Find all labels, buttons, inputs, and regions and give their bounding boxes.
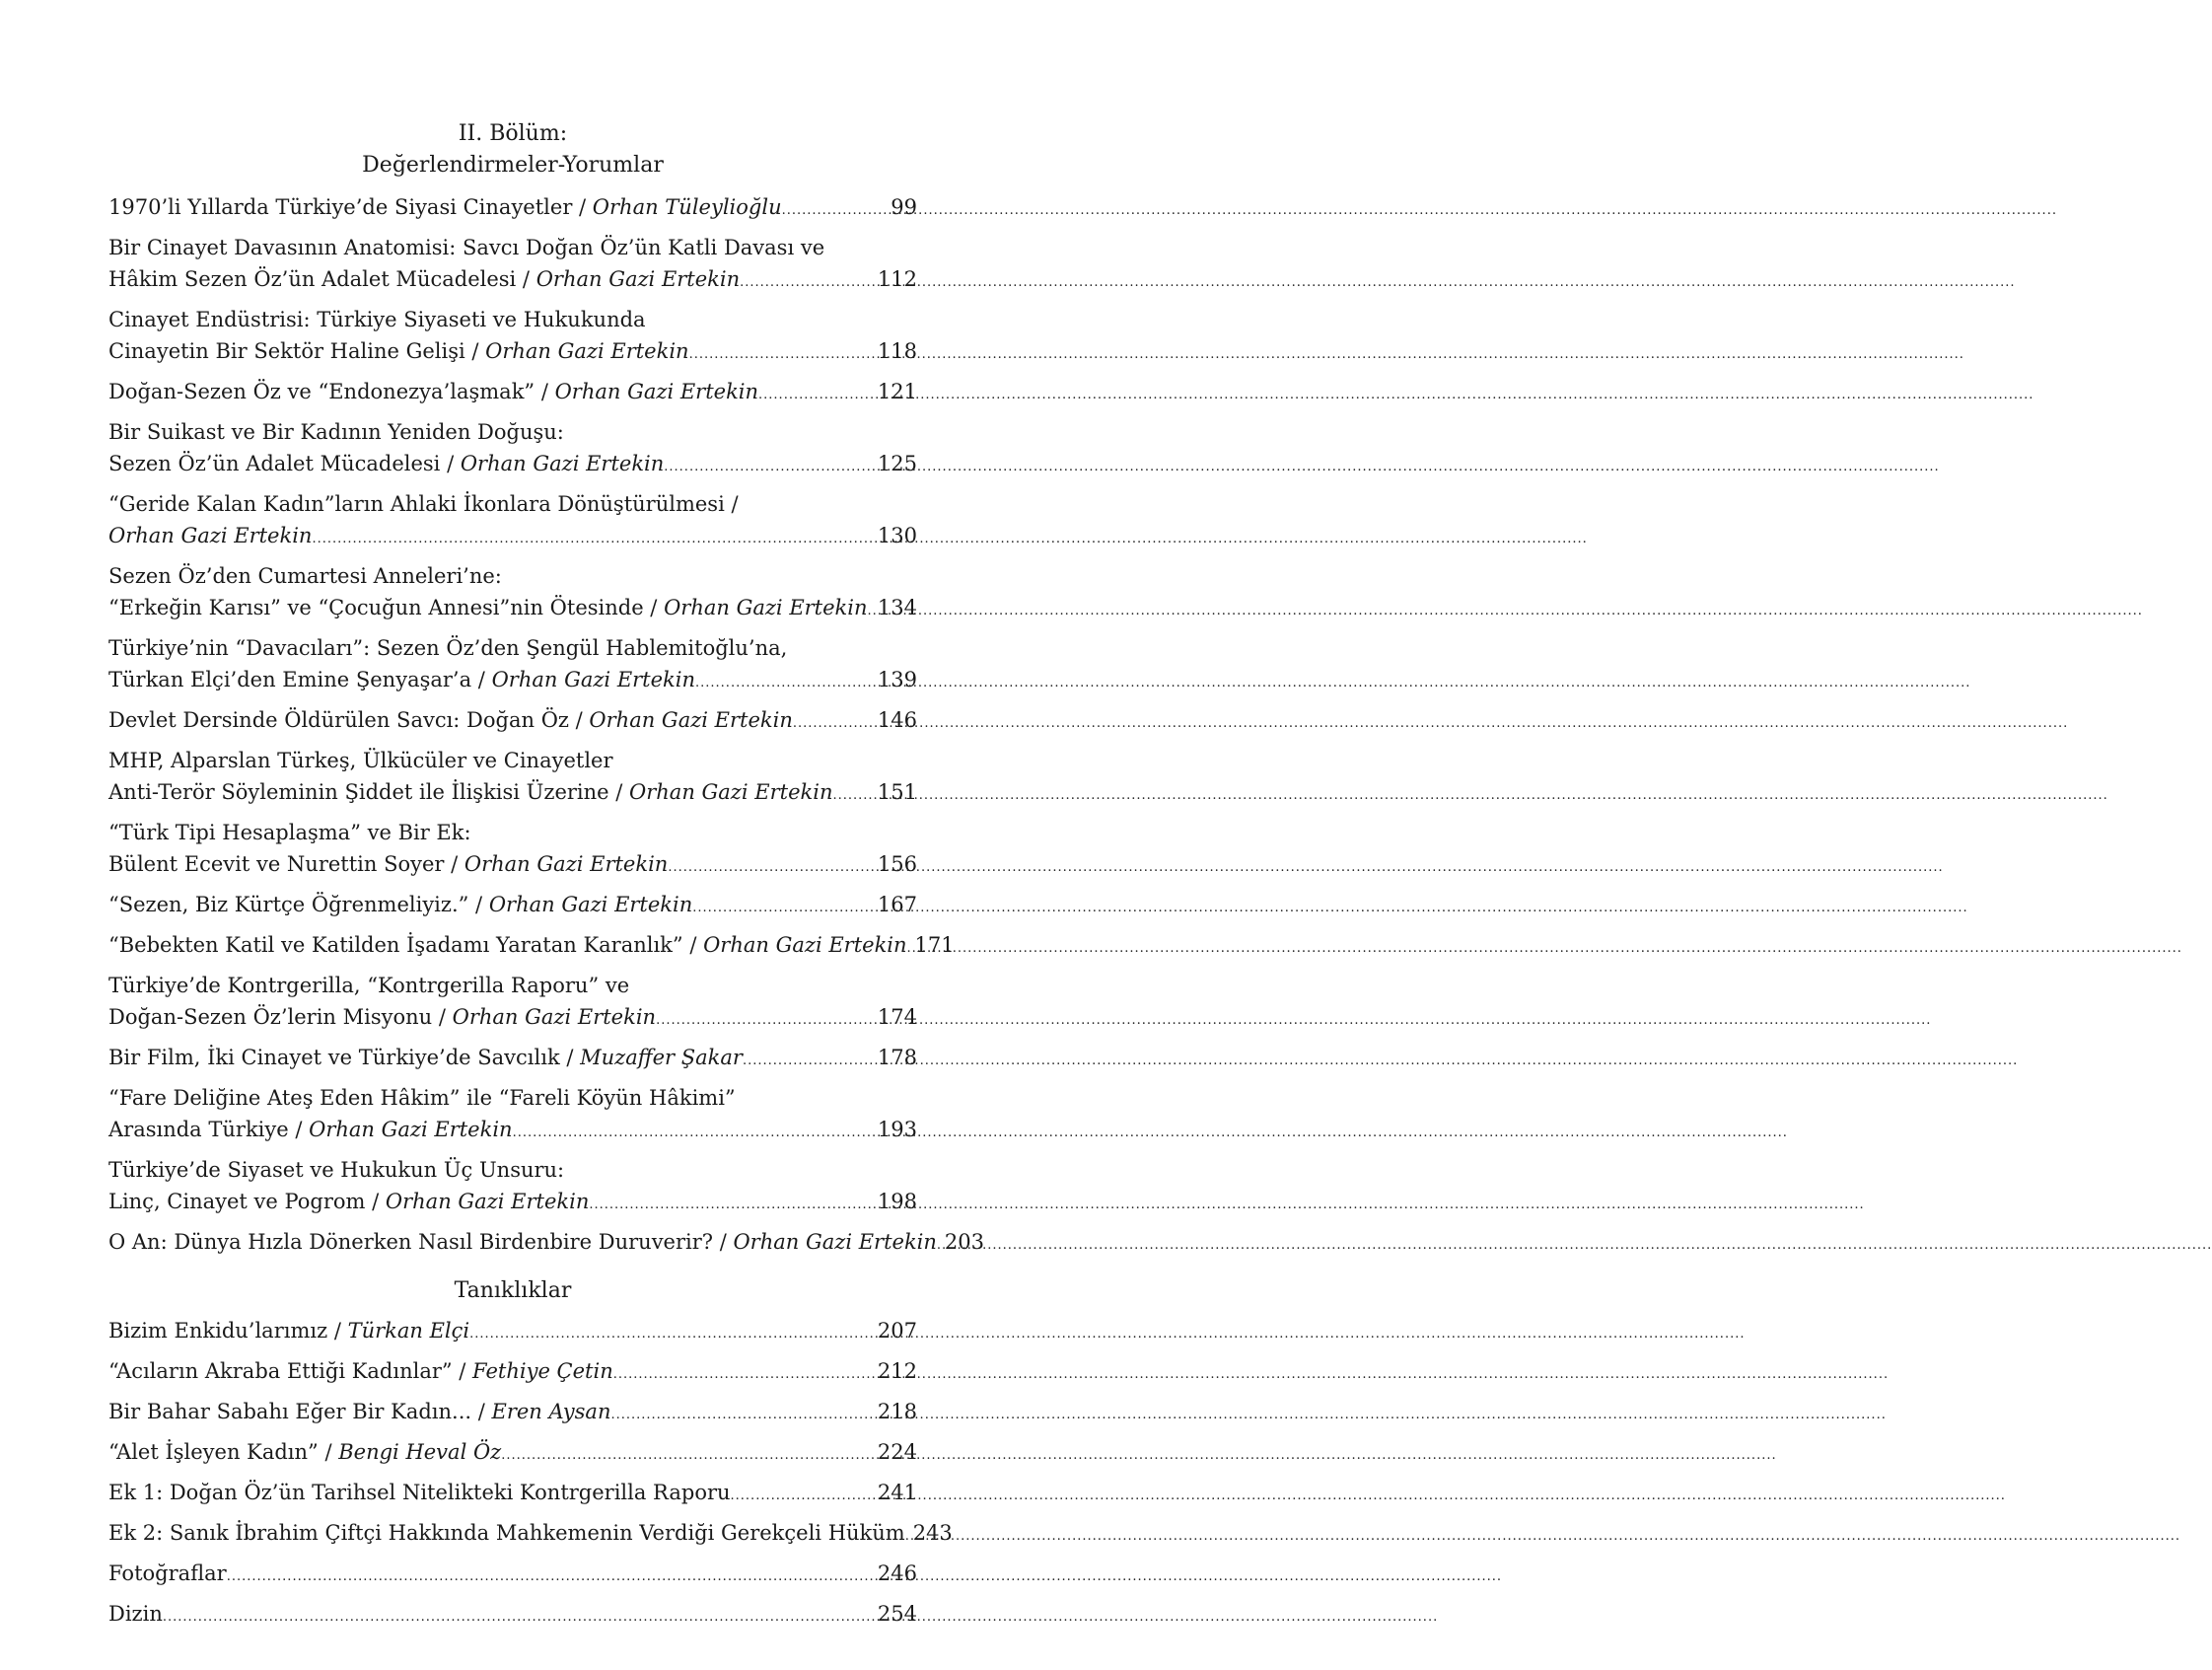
toc-entry-page-number: 243 (912, 1521, 953, 1545)
dot-leader (695, 668, 876, 699)
toc-entry-author: Orhan Gazi Ertekin (485, 339, 689, 363)
toc-entry-last-line (108, 889, 917, 924)
toc-entry-author: Orhan Gazi Ertekin (703, 933, 907, 957)
dot-leader (740, 267, 876, 299)
dot-leader (227, 1561, 876, 1593)
toc-entry-title-text: Cinayetin Bir Sektör Haline Gelişi / (108, 339, 486, 363)
toc-entry-last-line (108, 1517, 953, 1553)
toc-entry-title-line: Bir Suikast ve Bir Kadının Yeniden Doğuşu: (108, 420, 564, 444)
toc-entry-title (108, 848, 668, 880)
toc-entry-page-number: 156 (877, 852, 917, 876)
toc-entry-title-text: “Erkeğin Karısı” ve “Çocuğun Annesi”nin Ötesinde / (108, 596, 665, 619)
toc-entry (108, 1154, 917, 1221)
toc-entry-author: Orhan Gazi Ertekin (488, 893, 693, 916)
toc-entry-page-number: 178 (877, 1046, 917, 1069)
toc-entry-author: Eren Aysan (491, 1400, 611, 1423)
toc-entry-author: Orhan Gazi Ertekin (589, 708, 793, 732)
toc-entry-author: Orhan Gazi Ertekin (535, 267, 741, 291)
toc-entry-author: Orhan Gazi Ertekin (460, 452, 665, 475)
dot-leader (589, 1190, 876, 1221)
testimonies-heading: Tanıklıklar (454, 1278, 572, 1303)
toc-entry-title-text: Arasında Türkiye / (108, 1118, 310, 1141)
toc-entry-last-line (108, 1226, 985, 1262)
toc-entry-page-number: 121 (877, 380, 917, 403)
toc-entry-last-line (108, 1001, 917, 1037)
toc-entry-page-number: 112 (877, 267, 917, 291)
toc-entry-title (108, 1396, 610, 1427)
toc-entry-page-number: 246 (877, 1561, 917, 1585)
toc-entry-last-line (108, 1477, 917, 1512)
toc-entry (108, 889, 917, 924)
toc-entry (108, 1477, 917, 1512)
toc-entry-page-number: 207 (877, 1319, 917, 1343)
toc-list-section-two (108, 191, 985, 1262)
toc-entry-page-number: 198 (877, 1190, 917, 1213)
dot-leader (664, 452, 876, 483)
toc-entry-author: Orhan Gazi Ertekin (629, 780, 833, 804)
toc-entry-title (108, 704, 793, 736)
toc-entry-page-number: 99 (891, 195, 917, 219)
toc-entry-last-line (108, 448, 917, 483)
dot-leader (163, 1602, 876, 1634)
toc-entry-title (108, 889, 692, 920)
toc-entry-title-text: 1970’li Yıllarda Türkiye’de Siyasi Cinayetler / (108, 195, 593, 219)
toc-entry-title-text: Doğan-Sezen Öz ve “Endonezya’laşmak” / (108, 380, 555, 403)
toc-entry-title (108, 520, 312, 551)
toc-entry-title-text: Hâkim Sezen Öz’ün Adalet Mücadelesi / (108, 267, 536, 291)
toc-entry-last-line (108, 1598, 917, 1634)
dot-leader (782, 195, 890, 227)
dot-leader (513, 1118, 876, 1149)
toc-entry-page-number: 146 (877, 708, 917, 732)
toc-entry-title-text: Dizin (108, 1602, 163, 1626)
toc-entry-title-line: Türkiye’nin “Davacıları”: Sezen Öz’den Şengül Hablemitoğlu’na, (108, 636, 788, 660)
dot-leader (692, 893, 876, 924)
dot-leader (469, 1319, 876, 1350)
toc-entry-page-number: 125 (877, 452, 917, 475)
toc-entry-title-text: Anti-Terör Söyleminin Şiddet ile İlişkisi Üzerine / (108, 780, 630, 804)
toc-entry-page-number: 130 (877, 524, 917, 547)
toc-entry-last-line (108, 1315, 917, 1350)
toc-entry-last-line (108, 335, 917, 371)
book-page (0, 0, 1048, 1670)
dot-leader (610, 1400, 875, 1431)
toc-entry-title (108, 1226, 937, 1258)
toc-entry-author: Türkan Elçi (347, 1319, 470, 1343)
toc-entry (108, 632, 917, 699)
toc-entry (108, 970, 917, 1037)
toc-entry (108, 745, 917, 812)
toc-entry-author: Fethiye Çetin (472, 1359, 613, 1383)
dot-leader (312, 524, 875, 555)
toc-entry-title (108, 1436, 501, 1468)
toc-entry-title-text: Fotoğraflar (108, 1561, 227, 1585)
dot-leader (793, 708, 876, 740)
toc-entry-title (108, 1315, 469, 1346)
toc-entry-last-line (108, 929, 955, 965)
toc-entry-title-text: “Sezen, Biz Kürtçe Öğrenmeliyiz.” / (108, 893, 489, 916)
toc-entry-title-text: Devlet Dersinde Öldürülen Savcı: Doğan Öz / (108, 708, 590, 732)
toc-entry-author: Muzaffer Şakar (580, 1046, 743, 1069)
toc-entry-page-number: 224 (877, 1440, 917, 1464)
toc-entry (108, 1396, 917, 1431)
toc-entry-title-text: Bizim Enkidu’larımız / (108, 1319, 348, 1343)
dot-leader (731, 1481, 876, 1512)
toc-entry-title-line: MHP, Alparslan Türkeş, Ülkücüler ve Cinayetler (108, 749, 613, 772)
toc-entry-author: Orhan Gazi Ertekin (108, 524, 313, 547)
toc-entry-last-line (108, 1042, 917, 1077)
toc-entry-title-text: Linç, Cinayet ve Pogrom / (108, 1190, 386, 1213)
toc-entry-title (108, 1001, 656, 1033)
toc-entry (108, 1598, 917, 1634)
toc-entry-title (108, 1186, 589, 1217)
toc-entry-last-line (108, 1355, 917, 1391)
toc-entry-title (108, 1042, 743, 1073)
toc-entry-page-number: 171 (914, 933, 955, 957)
dot-leader (689, 339, 876, 371)
toc-entry (108, 232, 917, 299)
toc-entry-title-text: “Acıların Akraba Ettiği Kadınlar” / (108, 1359, 473, 1383)
section-title-line1: II. Bölüm: (458, 121, 568, 146)
toc-entry-title (108, 592, 868, 623)
toc-entry-last-line (108, 1186, 917, 1221)
toc-entry-author: Orhan Gazi Ertekin (733, 1230, 937, 1254)
toc-entry-page-number: 212 (877, 1359, 917, 1383)
toc-entry-title-text: Ek 2: Sanık İbrahim Çiftçi Hakkında Mahkemenin Verdiği Gerekçeli Hüküm (108, 1521, 905, 1545)
toc-entry-author: Orhan Gazi Ertekin (385, 1190, 590, 1213)
toc-entry-title-text: Doğan-Sezen Öz’lerin Misyonu / (108, 1005, 453, 1029)
dot-leader (832, 780, 875, 812)
toc-entry (108, 929, 955, 965)
toc-entry-title-line: “Türk Tipi Hesaplaşma” ve Bir Ek: (108, 821, 471, 844)
toc-entry (108, 1082, 917, 1149)
toc-entry-title (108, 191, 782, 223)
toc-entry-last-line (108, 776, 917, 812)
toc-entry-title (108, 1114, 513, 1145)
toc-entry-title (108, 929, 907, 961)
toc-entry-title-text: Bir Bahar Sabahı Eğer Bir Kadın... / (108, 1400, 492, 1423)
toc-entry-title-line: Türkiye’de Kontrgerilla, “Kontrgerilla Raporu” ve (108, 974, 630, 997)
toc-entry-page-number: 218 (877, 1400, 917, 1423)
toc-entry (108, 1226, 985, 1262)
toc-entry (108, 1042, 917, 1077)
toc-entry-page-number: 241 (877, 1481, 917, 1504)
toc-entry-page-number: 193 (877, 1118, 917, 1141)
toc-entry-page-number: 203 (944, 1230, 985, 1254)
dot-leader (501, 1440, 876, 1472)
toc-entry-title (108, 448, 664, 479)
toc-entry-last-line (108, 592, 917, 627)
dot-leader (868, 596, 876, 627)
toc-entry-title-text: “Bebekten Katil ve Katilden İşadamı Yaratan Karanlık” / (108, 933, 704, 957)
toc-entry-page-number: 151 (877, 780, 917, 804)
toc-entry (108, 416, 917, 483)
toc-entry-page-number: 167 (877, 893, 917, 916)
toc-entry-author: Orhan Gazi Ertekin (464, 852, 669, 876)
toc-entry-title (108, 376, 758, 407)
toc-entry-last-line (108, 263, 917, 299)
dot-leader (743, 1046, 876, 1077)
toc-entry-author: Orhan Tüleylioğlu (592, 195, 782, 219)
toc-entry-title (108, 776, 832, 808)
toc-entry-title-line: Bir Cinayet Davasının Anatomisi: Savcı Doğan Öz’ün Katli Davası ve (108, 236, 825, 259)
toc-entry-last-line (108, 520, 917, 555)
toc-entry-title-line: Türkiye’de Siyaset ve Hukukun Üç Unsuru: (108, 1158, 565, 1182)
toc-entry-title-text: Türkan Elçi’den Emine Şenyaşar’a / (108, 668, 492, 691)
toc-entry-title-text: Bülent Ecevit ve Nurettin Soyer / (108, 852, 464, 876)
toc-entry-title-line: Cinayet Endüstrisi: Türkiye Siyaseti ve Hukukunda (108, 308, 646, 331)
toc-entry-last-line (108, 1114, 917, 1149)
toc-entry (108, 1517, 953, 1553)
toc-entry-title (108, 263, 740, 295)
toc-entry (108, 1558, 917, 1593)
toc-entry-last-line (108, 704, 917, 740)
toc-entry-title-text: O An: Dünya Hızla Dönerken Nasıl Birdenbire Duruverir? / (108, 1230, 734, 1254)
toc-entry-last-line (108, 376, 917, 411)
dot-leader (758, 380, 876, 411)
section-heading (108, 118, 917, 182)
toc-list-testimonies (108, 1315, 953, 1634)
toc-entry-title-text: Sezen Öz’ün Adalet Mücadelesi / (108, 452, 461, 475)
toc-entry-title-text: “Alet İşleyen Kadın” / (108, 1440, 339, 1464)
toc-entry-title-line: “Geride Kalan Kadın”ların Ahlaki İkonlara Dönüştürülmesi / (108, 492, 739, 516)
toc-entry-last-line (108, 1396, 917, 1431)
toc-entry-last-line (108, 191, 917, 227)
toc-entry-page-number: 118 (877, 339, 917, 363)
toc-entry (108, 1436, 917, 1472)
toc-entry-title-line: “Fare Deliğine Ateş Eden Hâkim” ile “Fareli Köyün Hâkimi” (108, 1086, 736, 1110)
toc-entry-author: Orhan Gazi Ertekin (452, 1005, 657, 1029)
toc-entry-title-text: Ek 1: Doğan Öz’ün Tarihsel Nitelikteki Kontrgerilla Raporu (108, 1481, 731, 1504)
toc-entry-page-number: 254 (877, 1602, 917, 1626)
section-title-line2: Değerlendirmeler-Yorumlar (362, 153, 664, 178)
toc-entry (108, 488, 917, 555)
toc-entry-title (108, 1477, 731, 1508)
dot-leader (656, 1005, 876, 1037)
toc-entry-last-line (108, 1436, 917, 1472)
toc-entry-page-number: 134 (877, 596, 917, 619)
toc-entry-title (108, 1517, 905, 1549)
toc-entry (108, 560, 917, 627)
toc-entry-author: Orhan Gazi Ertekin (491, 668, 696, 691)
toc-entry-title (108, 1598, 163, 1630)
toc-entry-title-line: Sezen Öz’den Cumartesi Anneleri’ne: (108, 564, 502, 588)
toc-entry-title (108, 335, 689, 367)
toc-entry (108, 304, 917, 371)
dot-leader (613, 1359, 876, 1391)
toc-entry (108, 1355, 917, 1391)
toc-entry (108, 376, 917, 411)
toc-entry-author: Orhan Gazi Ertekin (309, 1118, 513, 1141)
table-of-contents (108, 118, 985, 1638)
toc-entry-author: Orhan Gazi Ertekin (664, 596, 868, 619)
toc-entry (108, 1315, 917, 1350)
toc-entry-author: Orhan Gazi Ertekin (554, 380, 759, 403)
toc-entry-author: Bengi Heval Öz (338, 1440, 502, 1464)
toc-entry-title (108, 1355, 613, 1387)
toc-entry-page-number: 139 (877, 668, 917, 691)
toc-entry-last-line (108, 848, 917, 884)
toc-entry (108, 704, 917, 740)
toc-entry-page-number: 174 (877, 1005, 917, 1029)
toc-entry-title (108, 1558, 227, 1589)
toc-entry (108, 191, 917, 227)
toc-entry-title-text: Bir Film, İki Cinayet ve Türkiye’de Savcılık / (108, 1046, 581, 1069)
dot-leader (668, 852, 876, 884)
toc-entry-title (108, 664, 695, 695)
toc-entry-last-line (108, 1558, 917, 1593)
toc-entry-last-line (108, 664, 917, 699)
toc-entry (108, 817, 917, 884)
